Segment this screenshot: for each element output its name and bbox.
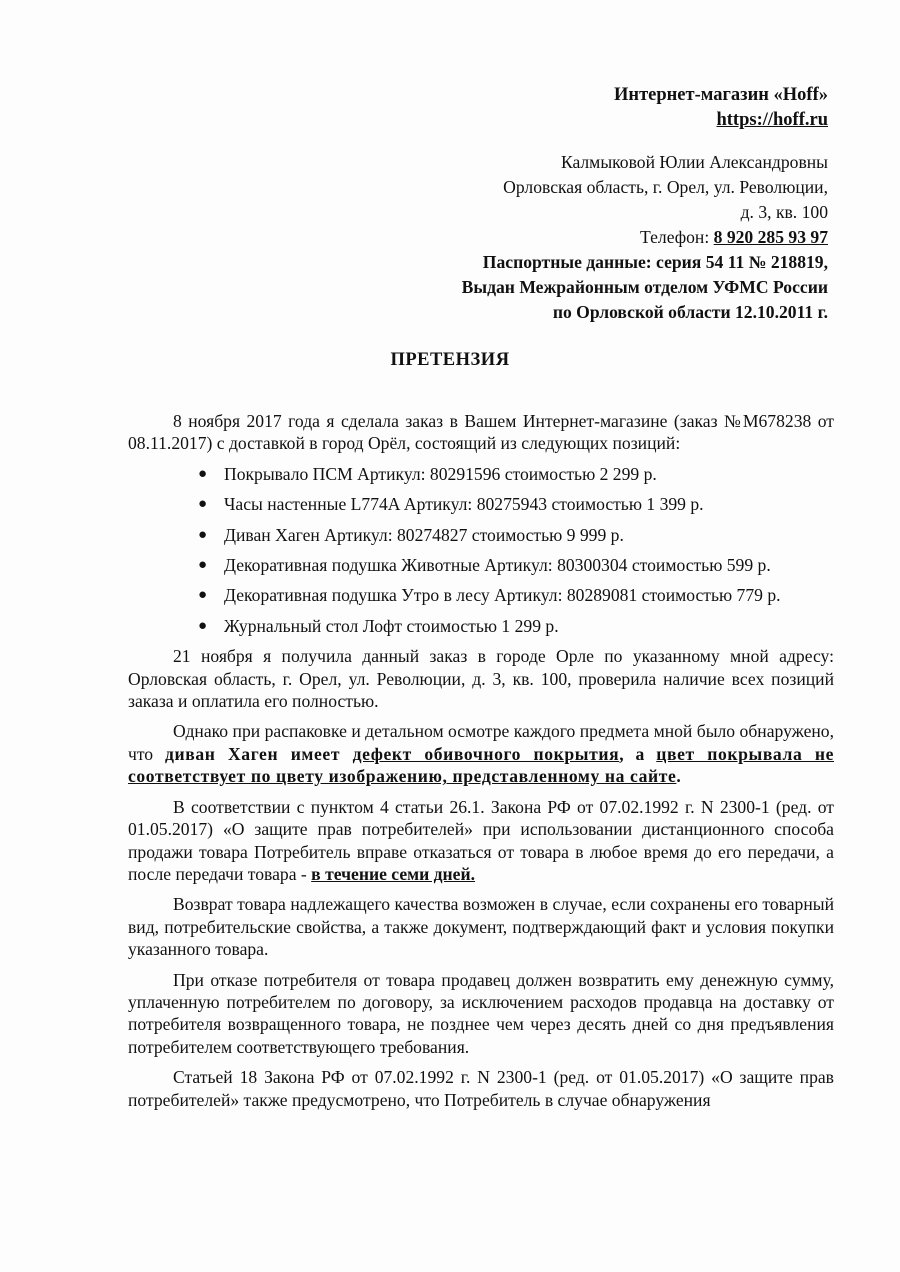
passport-line1: Паспортные данные: серия 54 11 № 218819, (482, 252, 828, 272)
received-paragraph: 21 ноября я получила данный заказ в городе Орле по указанному мной адресу: Орловская область, г. Орел, ул. Революции, д. 3, кв. 100, проверила наличие всех позиций заказа и оплатила его полностью. (128, 646, 834, 712)
sender-address-line1: Орловская область, г. Орел, ул. Революции, (503, 177, 828, 197)
return-paragraph: Возврат товара надлежащего качества возможен в случае, если сохранены его товарный вид, потребительские свойства, а также документ, подтверждающий факт и условия покупки указанного товара. (128, 894, 834, 960)
document-body (128, 410, 834, 1111)
list-item: ● Часы настенные L774A Артикул: 80275943 стоимостью 1 399 р. (198, 494, 704, 515)
order-items-list (128, 463, 834, 637)
sender-block (462, 150, 828, 325)
passport-line2: Выдан Межрайонным отделом УФМС России (461, 277, 828, 297)
intro-paragraph: 8 ноября 2017 года я сделала заказ в Вашем Интернет-магазине (заказ №М678238 от 08.11.2017) с доставкой в город Орёл, состоящий из следующих позиций: (128, 411, 834, 454)
bullet-icon: ● (198, 587, 208, 604)
list-item: ● Декоративная подушка Утро в лесу Артикул: 80289081 стоимостью 779 р. (198, 585, 781, 606)
bullet-icon: ● (198, 465, 208, 482)
defect-paragraph: Однако при распаковке и детальном осмотре каждого предмета мной было обнаружено, что диван Хаген имеет дефект обивочного покрытия, а цвет покрывала не соответствует по цвету изображению, представленному на сайте. (128, 721, 834, 787)
phone-value: 8 920 285 93 97 (713, 227, 828, 247)
list-item: ● Декоративная подушка Животные Артикул: 80300304 стоимостью 599 р. (198, 555, 771, 576)
article18-paragraph: Статьей 18 Закона РФ от 07.02.1992 г. N 2300-1 (ред. от 01.05.2017) «О защите прав потребителей» также предусмотрено, что Потребитель в случае обнаружения (128, 1067, 834, 1110)
store-name: Интернет-магазин «Hoff» (614, 85, 828, 105)
document-title: ПРЕТЕНЗИЯ (390, 350, 510, 370)
phone-label: Телефон: (640, 227, 710, 247)
law-paragraph: В соответствии с пунктом 4 статьи 26.1. Закона РФ от 07.02.1992 г. N 2300-1 (ред. от 01.05.2017) «О защите прав потребителей» при использовании дистанционного способа продажи товара Потребитель вправе отказаться от товара в любое время до его передачи, а после передачи товара - в течение семи дней. (128, 796, 834, 884)
list-item: ● Диван Хаген Артикул: 80274827 стоимостью 9 999 р. (198, 524, 624, 545)
sender-phone (462, 225, 828, 250)
bullet-icon: ● (198, 526, 208, 543)
store-url: https://hoff.ru (716, 110, 828, 130)
bullet-icon: ● (198, 496, 208, 513)
bullet-icon: ● (198, 617, 208, 634)
sender-address-line2: д. 3, кв. 100 (740, 202, 828, 222)
bullet-icon: ● (198, 557, 208, 574)
refund-paragraph: При отказе потребителя от товара продавец должен возвратить ему денежную сумму, уплаченную потребителем по договору, за исключением расходов продавца на доставку от потребителя возвращенного товара, не позднее чем через десять дней со дня предъявления потребителем соответствующего требования. (128, 969, 834, 1057)
list-item: ● Журнальный стол Лофт стоимостью 1 299 р. (198, 615, 559, 636)
recipient-block (614, 83, 828, 133)
sender-name: Калмыковой Юлии Александровны (560, 152, 828, 172)
passport-line3: по Орловской области 12.10.2011 г. (552, 302, 828, 322)
list-item: ● Покрывало ПСМ Артикул: 80291596 стоимостью 2 299 р. (198, 463, 657, 484)
